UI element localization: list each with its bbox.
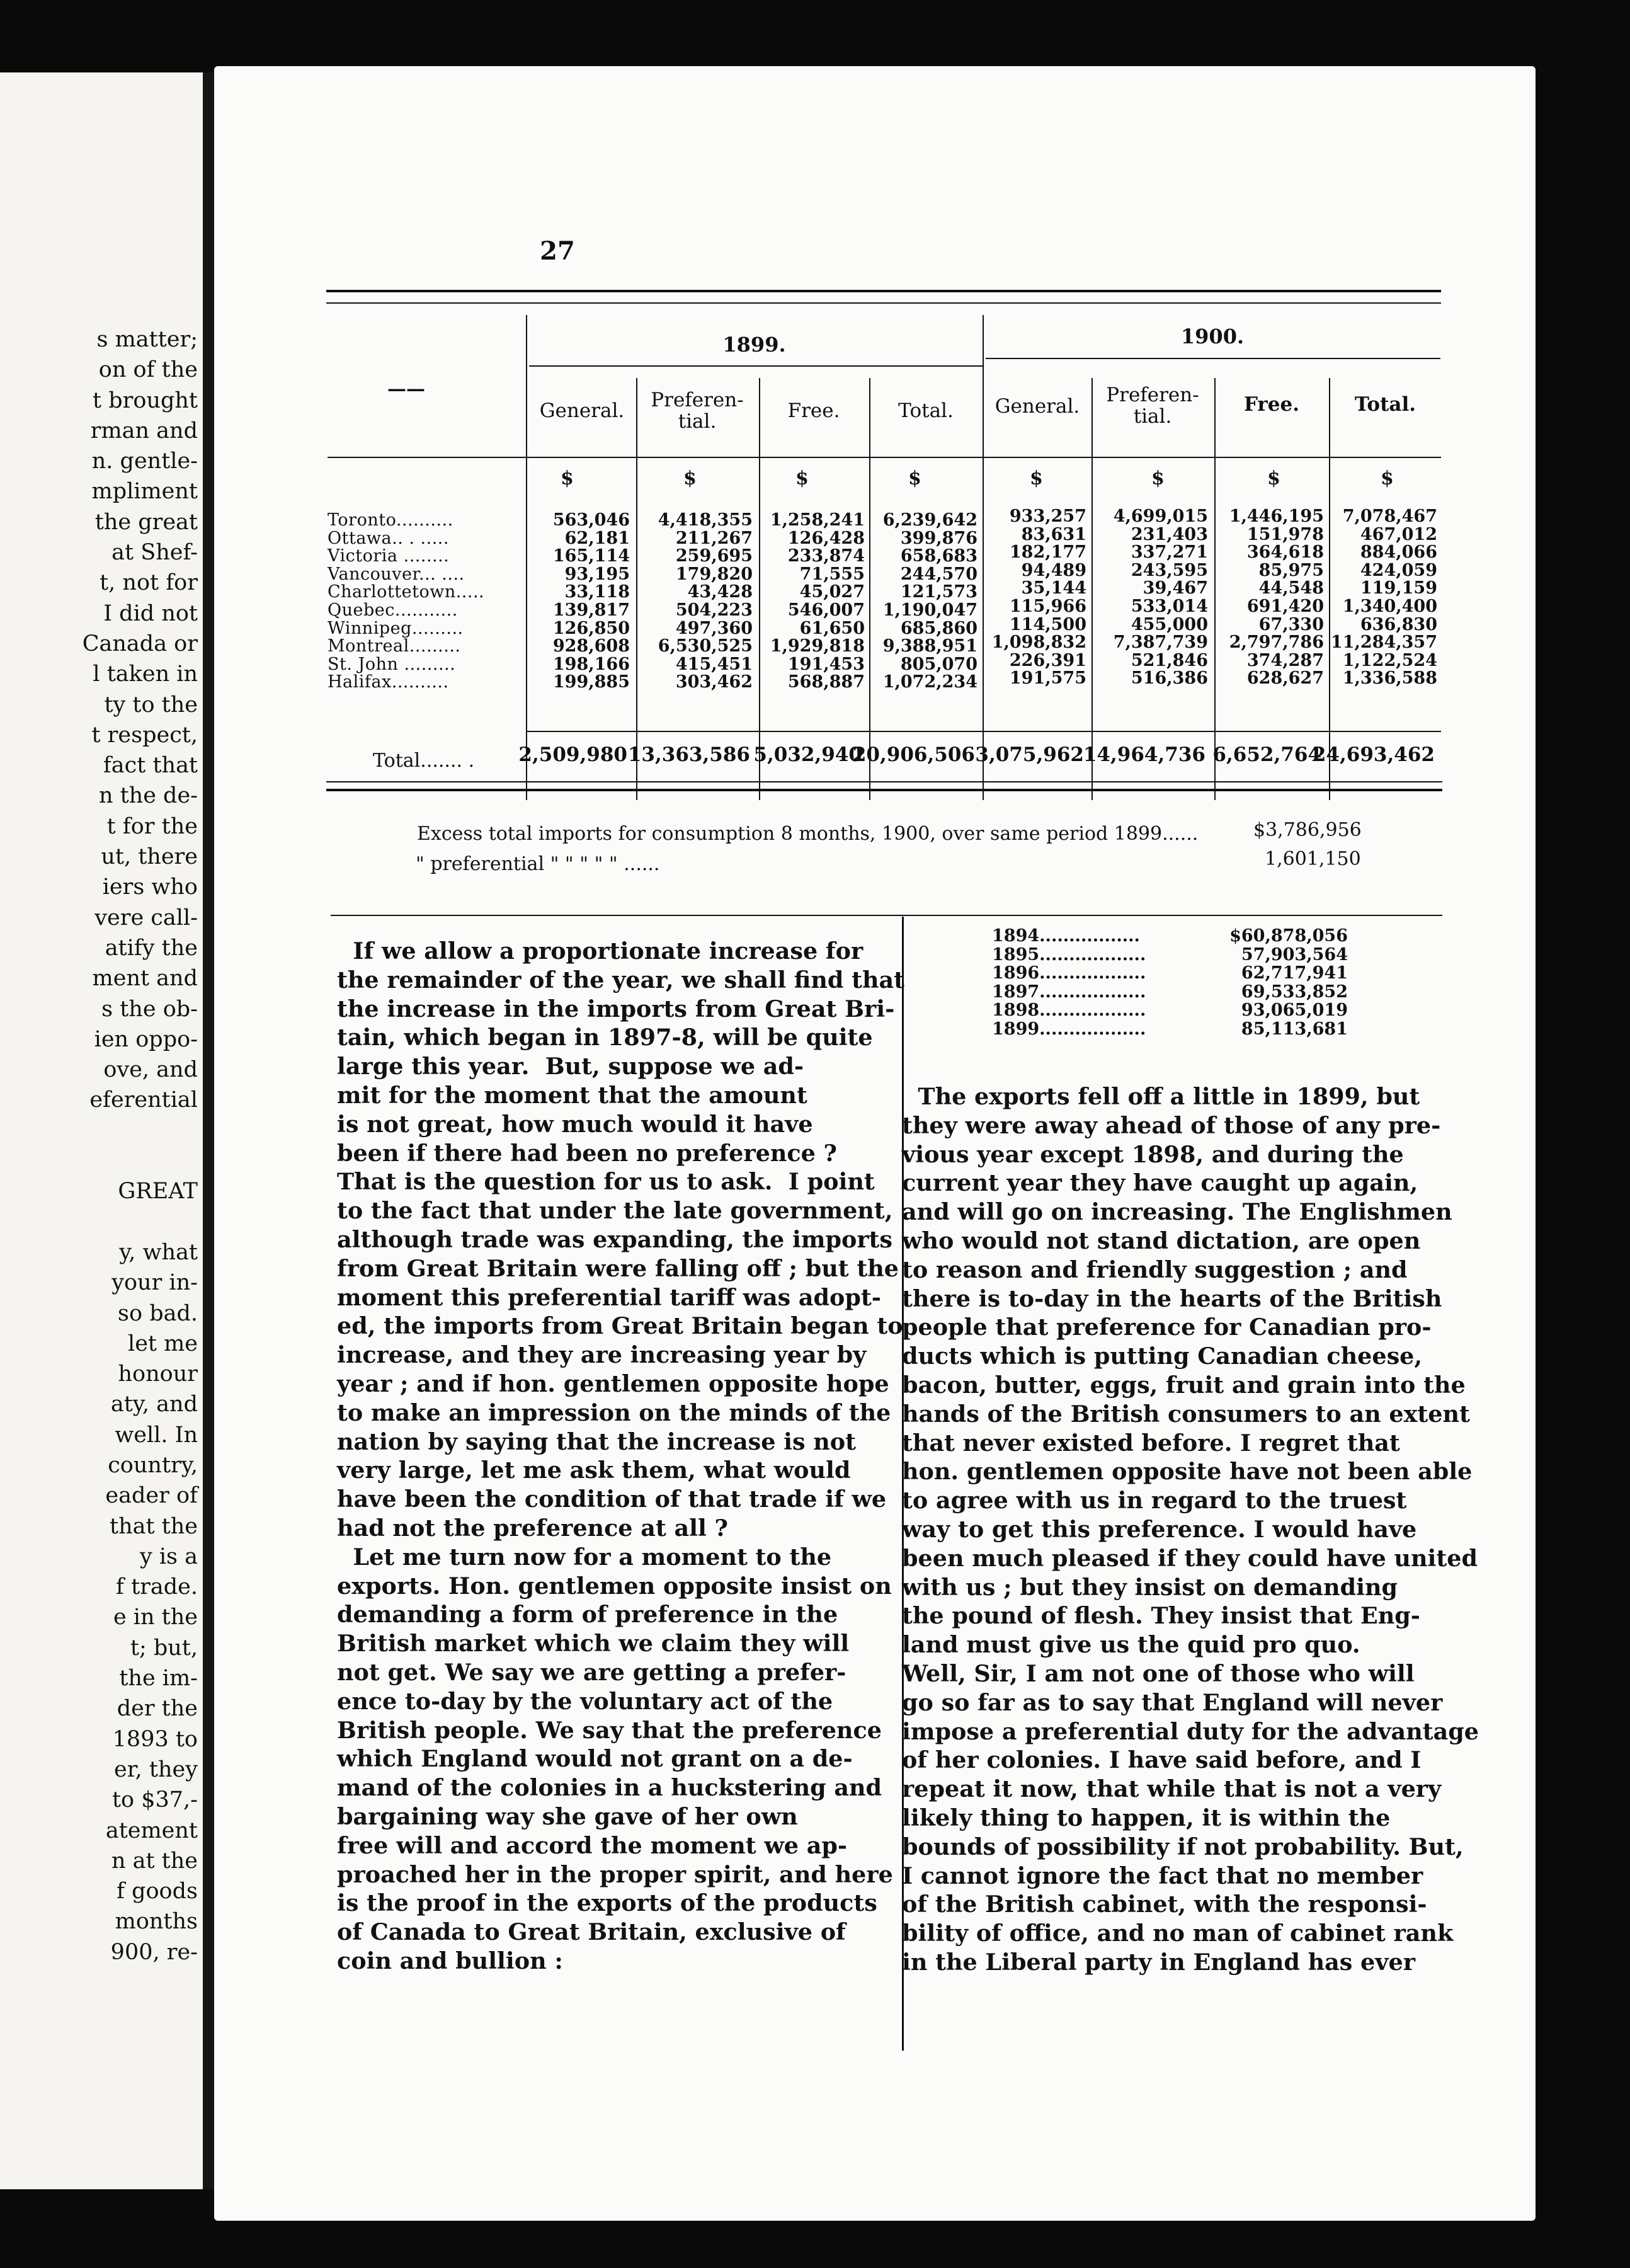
table-row-city: Toronto.......... <box>328 510 453 530</box>
table-cell: 33,118 <box>564 582 630 602</box>
table-bottom-rule <box>326 781 1442 791</box>
total-label: Total....... . <box>373 750 475 772</box>
table-cell: 44,548 <box>1258 578 1324 598</box>
table-cell: 1,336,588 <box>1342 668 1437 689</box>
currency-sign: $ <box>1381 467 1394 490</box>
table-cell: 497,360 <box>675 618 753 638</box>
table-cell: 211,267 <box>675 528 753 548</box>
currency-sign: $ <box>1151 467 1165 490</box>
table-row-city: Halifax.......... <box>328 672 449 692</box>
table-cell: 243,595 <box>1131 560 1208 580</box>
summary-line-2: " preferential " " " " " ...... <box>416 853 660 875</box>
exports-year: 1897.................. <box>992 982 1146 1002</box>
table-cell: 139,817 <box>552 600 630 620</box>
summary-value-1: $3,786,956 <box>1253 819 1362 841</box>
exports-value: 57,903,564 <box>1241 944 1348 965</box>
table-cell: 6,239,642 <box>882 510 977 530</box>
text-column-right: The exports fell off a little in 1899, but they were away ahead of those of any pre- vious year except 1898, and during the current year they have caught up again, and will go on increasing. The Englishmen who would not stand dictation, are open to reason and friendly suggestion ; and there is to-day in the hearts of the British people that preference for Canadian pro- ducts which is putting Canadian cheese, bacon, butter, eggs, fruit and grain into the hands of the British consumers to an extent that never existed before. I regret that hon. gentlemen opposite have not been able to agree with us in regard to the truest way to get this preference. I would have been much pleased if they could have united with us ; but they insist on demanding the pound of flesh. They insist that Eng- land must give us the quid pro quo. Well, Sir, I am not one of those who will go so far as to say that England will never impose a preferential duty for the advantage of her colonies. I have said before, and I repeat it now, that while that is not a very likely thing to happen, it is within the bounds of possibility if not probability. But, I cannot ignore the fact that no member of the British cabinet, with the responsi- bility of office, and no man of cabinet rank in the Liberal party in England has ever <box>902 1083 1479 1976</box>
table-cell: 71,555 <box>799 564 865 584</box>
table-cell: 533,014 <box>1131 597 1208 616</box>
table-cell: 191,575 <box>1009 668 1086 689</box>
year-underline <box>529 365 983 367</box>
table-cell: 244,570 <box>900 564 977 584</box>
total-rule <box>526 731 1441 732</box>
col-free-1899: Free. <box>787 399 840 422</box>
table-cell: 636,830 <box>1360 614 1437 634</box>
table-cell: 504,223 <box>675 600 753 620</box>
total-cell: 20,906,506 <box>852 743 975 766</box>
table-cell: 1,072,234 <box>882 672 977 692</box>
exports-year: 1899.................. <box>992 1019 1146 1039</box>
year-1899: 1899. <box>722 333 786 357</box>
table-cell: 151,978 <box>1246 524 1324 544</box>
table-cell: 126,850 <box>552 618 630 638</box>
table-cell: 4,418,355 <box>658 510 753 530</box>
table-cell: 933,257 <box>1009 507 1086 526</box>
exports-value: 62,717,941 <box>1241 963 1348 983</box>
text-column-left: If we allow a proportionate increase for the remainder of the year, we shall find that the increase in the imports from Great Bri- tain, which began in 1897-8, will be quite large this year. But, suppose we ad- mit for the moment that the amount is not great, how much would it have been if there had been no preference ? That is the question for us to ask. I point to the fact that under the late government, although trade was expanding, the imports from Great Britain were falling off ; but the moment this preferential tariff was adopt- ed, the imports from Great Britain began to increase, and they are increasing year by year ; and if hon. gentlemen opposite hope to make an impression on the minds of the nation by saying that the increase is not very large, let me ask them, what would have been the condition of that trade if we had not the preference at all ? Let me turn now for a moment to the exports. Hon. gentlemen opposite insist on demanding a form of preference in the British market which we claim they will not get. We say we are getting a prefer- ence to-day by the voluntary act of the British people. We say that the preference which England would not grant on a de- mand of the colonies in a huckstering and bargaining way she gave of her own free will and accord the moment we ap- proached her in the proper spirit, and here is the proof in the exports of the products of Canada to Great Britain, exclusive of coin and bullion : <box>337 937 905 1974</box>
table-row-city: St. John ......... <box>328 654 456 674</box>
table-cell: 628,627 <box>1246 668 1324 689</box>
table-cell: 467,012 <box>1360 524 1437 544</box>
table-divider <box>759 378 760 800</box>
table-cell: 424,059 <box>1360 560 1437 580</box>
col-free-1900: Free. <box>1243 393 1300 416</box>
exports-year: 1894................. <box>992 926 1140 946</box>
table-cell: 182,177 <box>1009 542 1086 563</box>
total-cell: 2,509,980 <box>518 743 627 766</box>
exports-value: 69,533,852 <box>1241 982 1348 1002</box>
total-cell: 3,075,962 <box>975 743 1084 766</box>
table-cell: 805,070 <box>900 654 977 674</box>
table-cell: 7,078,467 <box>1342 507 1437 526</box>
table-cell: 11,284,357 <box>1330 633 1437 653</box>
table-cell: 884,066 <box>1360 542 1437 563</box>
total-cell: 5,032,940 <box>753 743 862 766</box>
table-cell: 1,098,832 <box>991 633 1086 653</box>
stub-dash: —— <box>387 378 425 400</box>
currency-sign: $ <box>1030 467 1043 490</box>
table-row-city: Charlottetown..... <box>328 582 485 602</box>
table-cell: 374,287 <box>1246 650 1324 670</box>
table-cell: 568,887 <box>787 672 865 692</box>
exports-year: 1896.................. <box>992 963 1146 983</box>
table-cell: 516,386 <box>1131 668 1208 689</box>
table-cell: 83,631 <box>1021 524 1086 544</box>
table-cell: 191,453 <box>787 654 865 674</box>
table-cell: 85,975 <box>1258 560 1324 580</box>
year-underline <box>986 358 1440 359</box>
table-cell: 1,446,195 <box>1229 507 1324 526</box>
table-cell: 114,500 <box>1009 614 1086 634</box>
table-cell: 7,387,739 <box>1113 633 1208 653</box>
table-cell: 455,000 <box>1131 614 1208 634</box>
col-total-1900: Total. <box>1354 393 1416 416</box>
table-cell: 1,122,524 <box>1342 650 1437 670</box>
currency-sign: $ <box>683 467 697 490</box>
table-cell: 231,403 <box>1131 524 1208 544</box>
table-cell: 521,846 <box>1131 650 1208 670</box>
currency-sign: $ <box>795 467 809 490</box>
col-general-1900: General. <box>995 395 1080 418</box>
table-cell: 94,489 <box>1021 560 1086 580</box>
table-cell: 337,271 <box>1131 542 1208 563</box>
total-cell: 24,693,462 <box>1312 743 1435 766</box>
col-preferential-1900: Preferen- tial. <box>1106 384 1199 428</box>
table-cell: 126,428 <box>787 528 865 548</box>
table-divider <box>1091 378 1093 800</box>
table-cell: 179,820 <box>675 564 753 584</box>
table-cell: 1,258,241 <box>770 510 865 530</box>
table-cell: 39,467 <box>1143 578 1208 598</box>
table-cell: 364,618 <box>1246 542 1324 563</box>
exports-value: 93,065,019 <box>1241 1000 1348 1020</box>
table-cell: 303,462 <box>675 672 753 692</box>
section-rule <box>331 915 1442 916</box>
table-cell: 658,683 <box>900 546 977 566</box>
table-row-city: Vancouver... .... <box>328 564 465 584</box>
table-cell: 35,144 <box>1021 578 1086 598</box>
table-cell: 399,876 <box>900 528 977 548</box>
table-cell: 121,573 <box>900 582 977 602</box>
exports-value: $60,878,056 <box>1229 926 1348 946</box>
table-cell: 928,608 <box>552 636 630 656</box>
table-divider <box>526 315 527 800</box>
col-general-1899: General. <box>539 399 625 422</box>
table-row-city: Montreal......... <box>328 636 461 656</box>
currency-sign: $ <box>908 467 921 490</box>
table-cell: 4,699,015 <box>1113 507 1208 526</box>
table-cell: 119,159 <box>1360 578 1437 598</box>
col-total-1899: Total. <box>898 399 954 422</box>
table-row-city: Quebec........... <box>328 600 458 620</box>
col-preferential-1899: Preferen- tial. <box>651 389 744 433</box>
total-cell: 13,363,586 <box>627 743 750 766</box>
facing-page-text: s matter; on of the t brought rman and n. gentle- mpliment the great at Shef- t, not for I did not Canada or l taken in ty to the t respect, fact that n the de- t for the ut, there iers who vere call- atify the ment and s the ob- ien oppo- ove, and eferential GREAT y, what your in- so bad. let me honour aty, and well. In country, eader of that the y is a f trade. e in the t; but, the im- der the 1893 to er, they to $37,- atement n at the f goods months 900, re- <box>82 327 198 1965</box>
table-cell: 6,530,525 <box>658 636 753 656</box>
table-divider <box>636 378 637 800</box>
table-cell: 9,388,951 <box>882 636 977 656</box>
total-cell: 14,964,736 <box>1083 743 1205 766</box>
total-cell: 6,652,764 <box>1212 743 1321 766</box>
table-cell: 415,451 <box>675 654 753 674</box>
table-divider <box>1329 378 1330 800</box>
table-cell: 685,860 <box>900 618 977 638</box>
table-cell: 2,797,786 <box>1229 633 1324 653</box>
table-cell: 115,966 <box>1009 597 1086 616</box>
header-rule <box>328 457 1441 458</box>
table-cell: 165,114 <box>552 546 630 566</box>
table-row-city: Ottawa.. . ..... <box>328 528 449 548</box>
table-cell: 546,007 <box>787 600 865 620</box>
exports-value: 85,113,681 <box>1241 1019 1348 1039</box>
table-divider <box>869 378 870 800</box>
table-cell: 691,420 <box>1246 597 1324 616</box>
table-cell: 259,695 <box>675 546 753 566</box>
table-divider <box>983 315 984 800</box>
exports-year: 1895.................. <box>992 944 1146 965</box>
table-cell: 43,428 <box>687 582 753 602</box>
exports-year: 1898.................. <box>992 1000 1146 1020</box>
summary-line-1: Excess total imports for consumption 8 months, 1900, over same period 1899...... <box>417 823 1199 845</box>
table-row-city: Winnipeg......... <box>328 618 464 638</box>
currency-sign: $ <box>1267 467 1280 490</box>
table-cell: 198,166 <box>552 654 630 674</box>
currency-sign: $ <box>561 467 574 490</box>
table-cell: 93,195 <box>564 564 630 584</box>
table-cell: 226,391 <box>1009 650 1086 670</box>
summary-value-2: 1,601,150 <box>1265 848 1361 870</box>
table-cell: 563,046 <box>552 510 630 530</box>
table-cell: 233,874 <box>787 546 865 566</box>
table-row-city: Victoria ........ <box>328 546 450 566</box>
table-cell: 199,885 <box>552 672 630 692</box>
table-cell: 1,929,818 <box>770 636 865 656</box>
table-cell: 62,181 <box>564 528 630 548</box>
table-cell: 1,190,047 <box>882 600 977 620</box>
table-cell: 45,027 <box>799 582 865 602</box>
table-cell: 61,650 <box>799 618 865 638</box>
table-top-rule <box>326 290 1441 304</box>
page-number: 27 <box>540 236 575 266</box>
year-1900: 1900. <box>1180 324 1245 348</box>
table-cell: 1,340,400 <box>1342 597 1437 616</box>
table-cell: 67,330 <box>1258 614 1324 634</box>
table-divider <box>1214 378 1216 800</box>
